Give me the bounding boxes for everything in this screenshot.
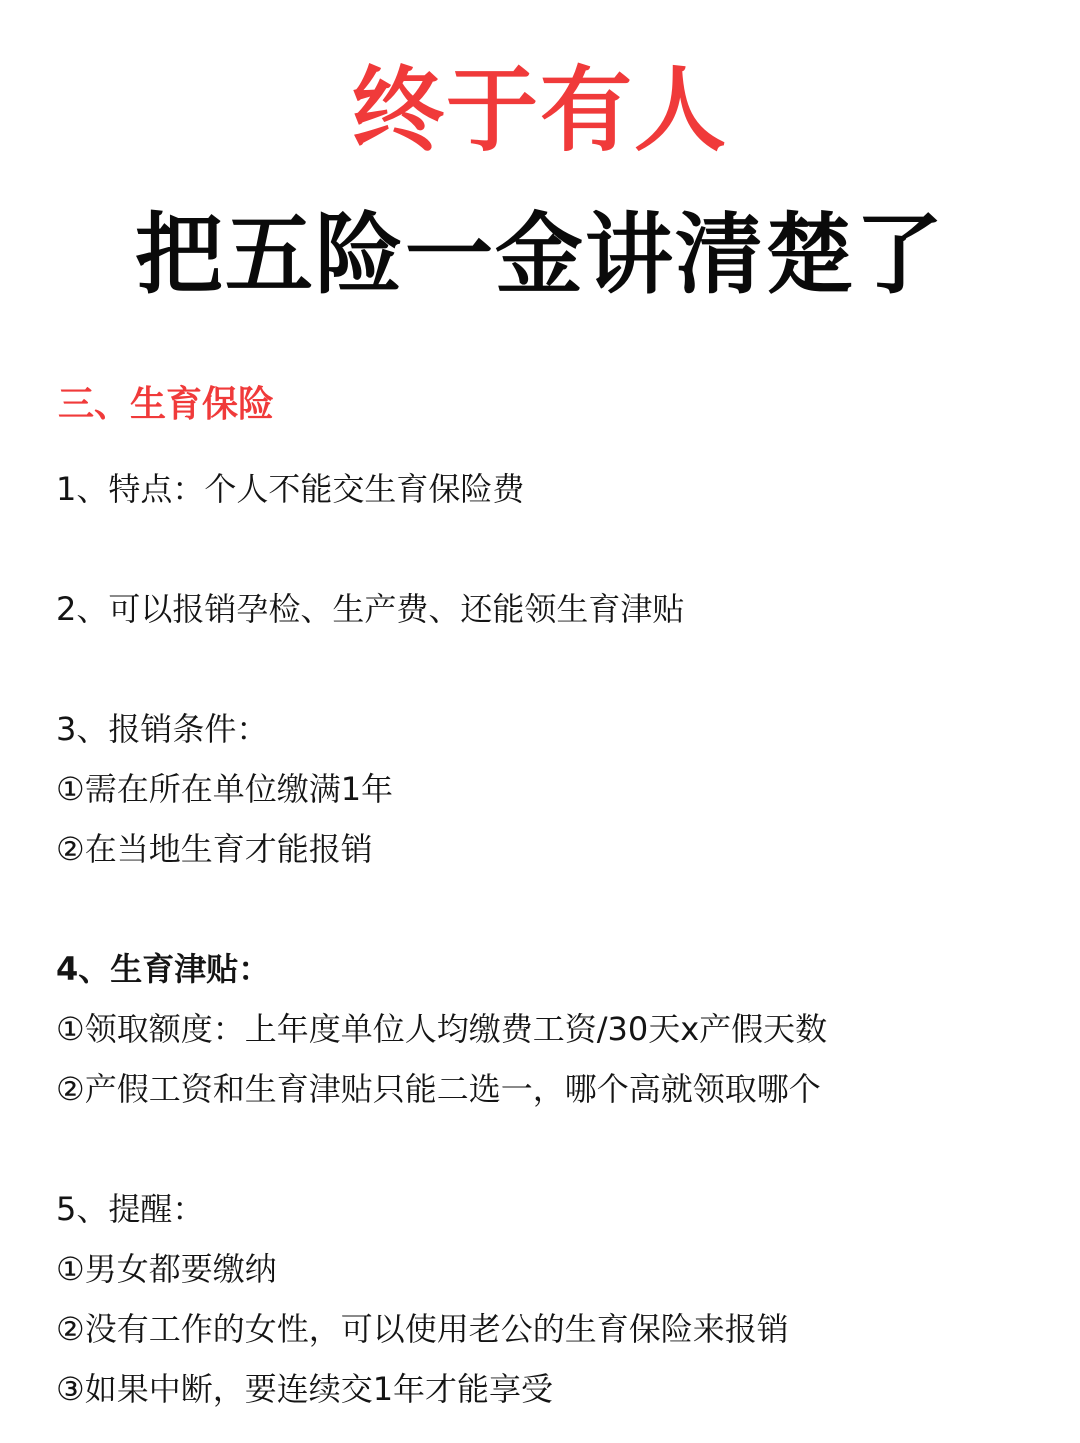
point-5-sub-1: ①男女都要缴纳 [56,1250,277,1288]
point-4-sub-1: ①领取额度：上年度单位人均缴费工资/30天x产假天数 [56,1010,828,1048]
point-4-heading: 4、生育津贴： [56,950,271,988]
point-4-sub-2: ②产假工资和生育津贴只能二选一，哪个高就领取哪个 [56,1070,821,1108]
point-3-sub-1: ①需在所在单位缴满1年 [56,770,394,808]
point-5-sub-2: ②没有工作的女性，可以使用老公的生育保险来报销 [56,1310,789,1348]
point-3-heading: 3、报销条件： [56,710,269,748]
point-5-sub-3: ③如果中断，要连续交1年才能享受 [56,1370,554,1408]
section-heading: 三、生育保险 [58,384,275,425]
point-2: 2、可以报销孕检、生产费、还能领生育津贴 [56,590,685,628]
point-1: 1、特点：个人不能交生育保险费 [56,470,525,508]
point-5-heading: 5、提醒： [56,1190,205,1228]
page-title-black: 把五险一金讲清楚了 [134,203,945,306]
page-title-red: 终于有人 [351,57,728,164]
point-3-sub-2: ②在当地生育才能报销 [56,830,373,868]
